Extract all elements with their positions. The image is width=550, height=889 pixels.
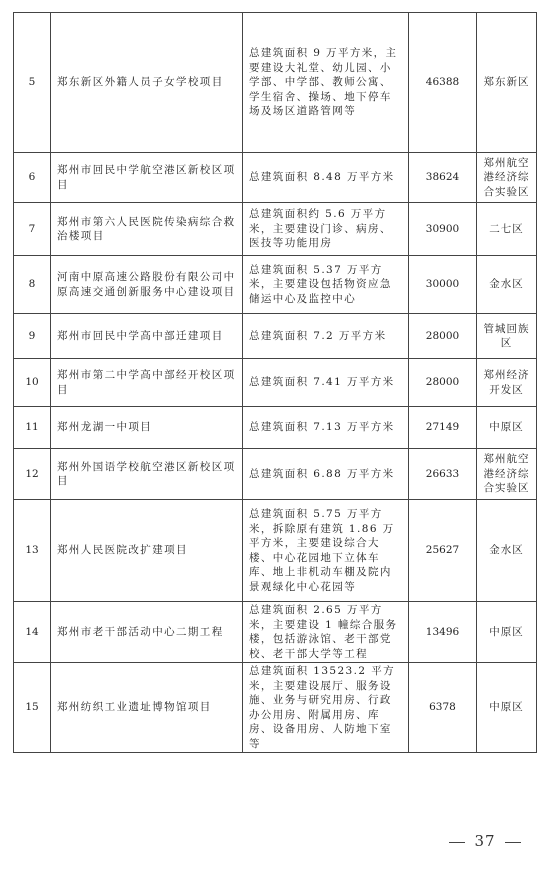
- district-cell: 郑州航空港经济综合实验区: [477, 153, 537, 203]
- investment-cell: 6378: [409, 663, 477, 753]
- page-footer: [440, 832, 530, 850]
- investment-cell: 30000: [409, 256, 477, 314]
- page-number: 37: [474, 832, 496, 850]
- table-row: [14, 359, 537, 407]
- investment-cell: 13496: [409, 602, 477, 663]
- table-row: [14, 314, 537, 359]
- project-table: [13, 12, 537, 753]
- construction-scope-cell: 总建筑面积 2.65 万平方米，主要建设 1 幢综合服务楼，包括游泳馆、老干部党校、老干部大学等工程: [243, 602, 409, 663]
- construction-scope-cell: 总建筑面积 5.37 万平方米，主要建设包括物资应急储运中心及监控中心: [243, 256, 409, 314]
- row-number-cell: 15: [14, 663, 51, 753]
- construction-scope-cell: 总建筑面积 7.41 万平方米: [243, 359, 409, 407]
- row-number-cell: 10: [14, 359, 51, 407]
- district-cell: 管城回族区: [477, 314, 537, 359]
- investment-cell: 25627: [409, 500, 477, 602]
- construction-scope-cell: 总建筑面积 6.88 万平方米: [243, 449, 409, 500]
- investment-cell: 26633: [409, 449, 477, 500]
- project-name-cell: 郑州人民医院改扩建项目: [51, 500, 243, 602]
- project-table-body: [14, 13, 537, 753]
- district-cell: 郑东新区: [477, 13, 537, 153]
- construction-scope-cell: 总建筑面积 8.48 万平方米: [243, 153, 409, 203]
- construction-scope-cell: 总建筑面积 13523.2 平方米，主要建设展厅、服务设施、业务与研究用房、行政办公用房、附属用房、库房、设备用房、人防地下室等: [243, 663, 409, 753]
- row-number-cell: 6: [14, 153, 51, 203]
- district-cell: 金水区: [477, 256, 537, 314]
- district-cell: 二七区: [477, 203, 537, 256]
- construction-scope-cell: 总建筑面积 7.2 万平方米: [243, 314, 409, 359]
- table-row: [14, 407, 537, 449]
- row-number-cell: 14: [14, 602, 51, 663]
- table-row: [14, 203, 537, 256]
- project-table-container: [13, 12, 536, 753]
- row-number-cell: 11: [14, 407, 51, 449]
- district-cell: 郑州经济开发区: [477, 359, 537, 407]
- row-number-cell: 13: [14, 500, 51, 602]
- construction-scope-cell: 总建筑面积 9 万平方米，主要建设大礼堂、幼儿园、小学部、中学部、教师公寓、学生宿舍、操场、地下停车场及场区道路管网等: [243, 13, 409, 153]
- district-cell: 中原区: [477, 663, 537, 753]
- investment-cell: 30900: [409, 203, 477, 256]
- investment-cell: 38624: [409, 153, 477, 203]
- construction-scope-cell: 总建筑面积约 5.6 万平方米，主要建设门诊、病房、医技等功能用房: [243, 203, 409, 256]
- construction-scope-cell: 总建筑面积 5.75 万平方米，拆除原有建筑 1.86 万平方米，主要建设综合大楼、中心花园地下立体车库、地上非机动车棚及院内景观绿化中心花园等: [243, 500, 409, 602]
- table-row: [14, 602, 537, 663]
- table-row: [14, 13, 537, 153]
- project-name-cell: 郑州纺织工业遗址博物馆项目: [51, 663, 243, 753]
- row-number-cell: 9: [14, 314, 51, 359]
- footer-dash-left: [449, 842, 465, 843]
- table-row: [14, 153, 537, 203]
- investment-cell: 46388: [409, 13, 477, 153]
- project-name-cell: 郑州市第六人民医院传染病综合救治楼项目: [51, 203, 243, 256]
- district-cell: 金水区: [477, 500, 537, 602]
- table-row: [14, 256, 537, 314]
- project-name-cell: 郑州市第二中学高中部经开校区项目: [51, 359, 243, 407]
- project-name-cell: 郑州市回民中学航空港区新校区项目: [51, 153, 243, 203]
- project-name-cell: 郑州外国语学校航空港区新校区项目: [51, 449, 243, 500]
- table-row: [14, 500, 537, 602]
- construction-scope-cell: 总建筑面积 7.13 万平方米: [243, 407, 409, 449]
- investment-cell: 28000: [409, 314, 477, 359]
- row-number-cell: 5: [14, 13, 51, 153]
- row-number-cell: 7: [14, 203, 51, 256]
- project-name-cell: 郑州龙湖一中项目: [51, 407, 243, 449]
- district-cell: 中原区: [477, 407, 537, 449]
- row-number-cell: 8: [14, 256, 51, 314]
- table-row: [14, 663, 537, 753]
- footer-dash-right: [505, 842, 521, 843]
- investment-cell: 28000: [409, 359, 477, 407]
- district-cell: 中原区: [477, 602, 537, 663]
- table-row: [14, 449, 537, 500]
- project-name-cell: 郑东新区外籍人员子女学校项目: [51, 13, 243, 153]
- investment-cell: 27149: [409, 407, 477, 449]
- project-name-cell: 河南中原高速公路股份有限公司中原高速交通创新服务中心建设项目: [51, 256, 243, 314]
- project-name-cell: 郑州市老干部活动中心二期工程: [51, 602, 243, 663]
- district-cell: 郑州航空港经济综合实验区: [477, 449, 537, 500]
- project-name-cell: 郑州市回民中学高中部迁建项目: [51, 314, 243, 359]
- row-number-cell: 12: [14, 449, 51, 500]
